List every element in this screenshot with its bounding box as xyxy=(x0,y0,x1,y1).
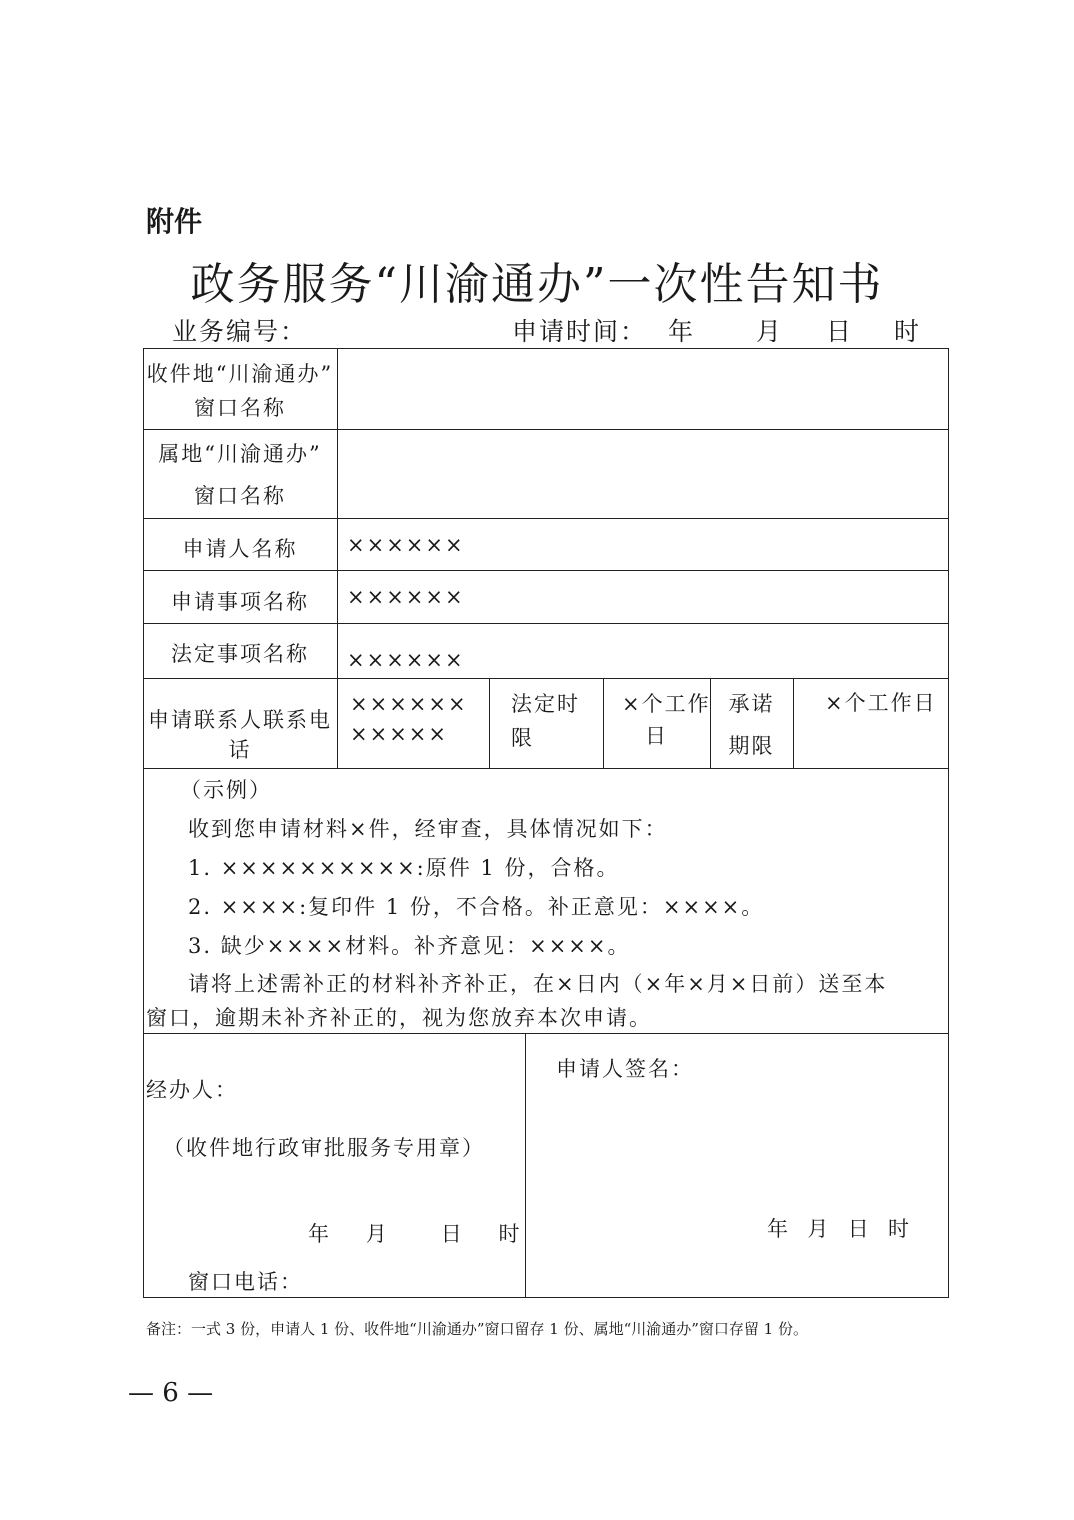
row-divider xyxy=(143,678,949,679)
promise-limit-label-line1: 承诺 xyxy=(728,692,775,716)
applicant-name-label: 申请人名称 xyxy=(182,537,298,561)
legal-limit-value-line1: ×个工作 xyxy=(622,692,711,716)
notice-request-line1: 请将上述需补正的材料补齐补正，在×日内（×年×月×日前）送至本 xyxy=(188,972,888,996)
legal-item-value: ×××××× xyxy=(347,648,465,672)
attachment-label: 附件 xyxy=(146,205,203,238)
apply-item-label: 申请事项名称 xyxy=(171,590,309,614)
applicant-name-value: ×××××× xyxy=(347,533,465,557)
home-window-label-line1: 属地“川渝通办” xyxy=(158,442,322,466)
column-divider xyxy=(337,348,338,768)
footer-note: 备注：一式 3 份，申请人 1 份、收件地“川渝通办”窗口留存 1 份、属地“川渝通办”窗口存留 1 份。 xyxy=(146,1320,808,1338)
contact-phone-value-line1: ×××××× xyxy=(350,692,468,716)
row-divider xyxy=(143,518,949,519)
apply-time-year: 年 xyxy=(668,317,696,346)
contact-phone-value-line2: ××××× xyxy=(350,722,448,746)
notice-request-line2: 窗口，逾期未补齐补正的，视为您放弃本次申请。 xyxy=(146,1006,652,1030)
page-number: — 6 — xyxy=(128,1378,214,1408)
contact-phone-label-line2: 话 xyxy=(228,738,252,762)
legal-limit-label-line1: 法定时 xyxy=(511,692,580,716)
notice-item-1: 1. ××××××××××:原件 1 份，合格。 xyxy=(188,856,620,880)
apply-item-value: ×××××× xyxy=(347,585,465,609)
legal-item-label: 法定事项名称 xyxy=(171,642,309,666)
promise-limit-value: ×个工作日 xyxy=(825,691,937,715)
notice-item-2: 2. ××××:复印件 1 份，不合格。补正意见：××××。 xyxy=(188,895,765,919)
seal-label: （收件地行政审批服务专用章） xyxy=(163,1136,485,1160)
contact-phone-label-line1: 申请联系人联系电 xyxy=(148,708,332,732)
apply-time-label: 申请时间： xyxy=(512,317,648,346)
column-divider xyxy=(525,1033,526,1298)
receive-window-label-line1: 收件地“川渝通办” xyxy=(146,362,334,386)
home-window-label-line2: 窗口名称 xyxy=(194,484,286,508)
apply-time-day: 日 xyxy=(826,317,854,346)
column-divider xyxy=(793,678,794,768)
applicant-sign-date: 年 月 日 时 xyxy=(767,1217,912,1241)
apply-time-hour: 时 xyxy=(894,317,922,346)
handler-date: 年 月 日 时 xyxy=(308,1222,522,1246)
row-divider xyxy=(143,429,949,430)
receive-window-label-line2: 窗口名称 xyxy=(194,396,286,420)
legal-limit-value-line2: 日 xyxy=(645,724,668,748)
applicant-signature-label: 申请人签名： xyxy=(556,1057,694,1081)
apply-time-month: 月 xyxy=(756,317,784,346)
column-divider xyxy=(489,678,490,768)
row-divider xyxy=(143,570,949,571)
handler-label: 经办人： xyxy=(146,1078,238,1102)
notice-example-label: （示例） xyxy=(180,778,272,802)
promise-limit-label-line2: 期限 xyxy=(728,734,775,758)
notice-intro: 收到您申请材料×件，经审查，具体情况如下： xyxy=(188,817,668,841)
document-title: 政务服务“川渝通办”一次性告知书 xyxy=(190,259,884,310)
row-divider xyxy=(143,623,949,624)
business-no-label: 业务编号： xyxy=(172,317,308,346)
legal-limit-label-line2: 限 xyxy=(511,726,534,750)
window-phone-label: 窗口电话： xyxy=(188,1270,303,1294)
notice-item-3: 3. 缺少××××材料。补齐意见：××××。 xyxy=(188,934,631,958)
row-divider xyxy=(143,768,949,769)
